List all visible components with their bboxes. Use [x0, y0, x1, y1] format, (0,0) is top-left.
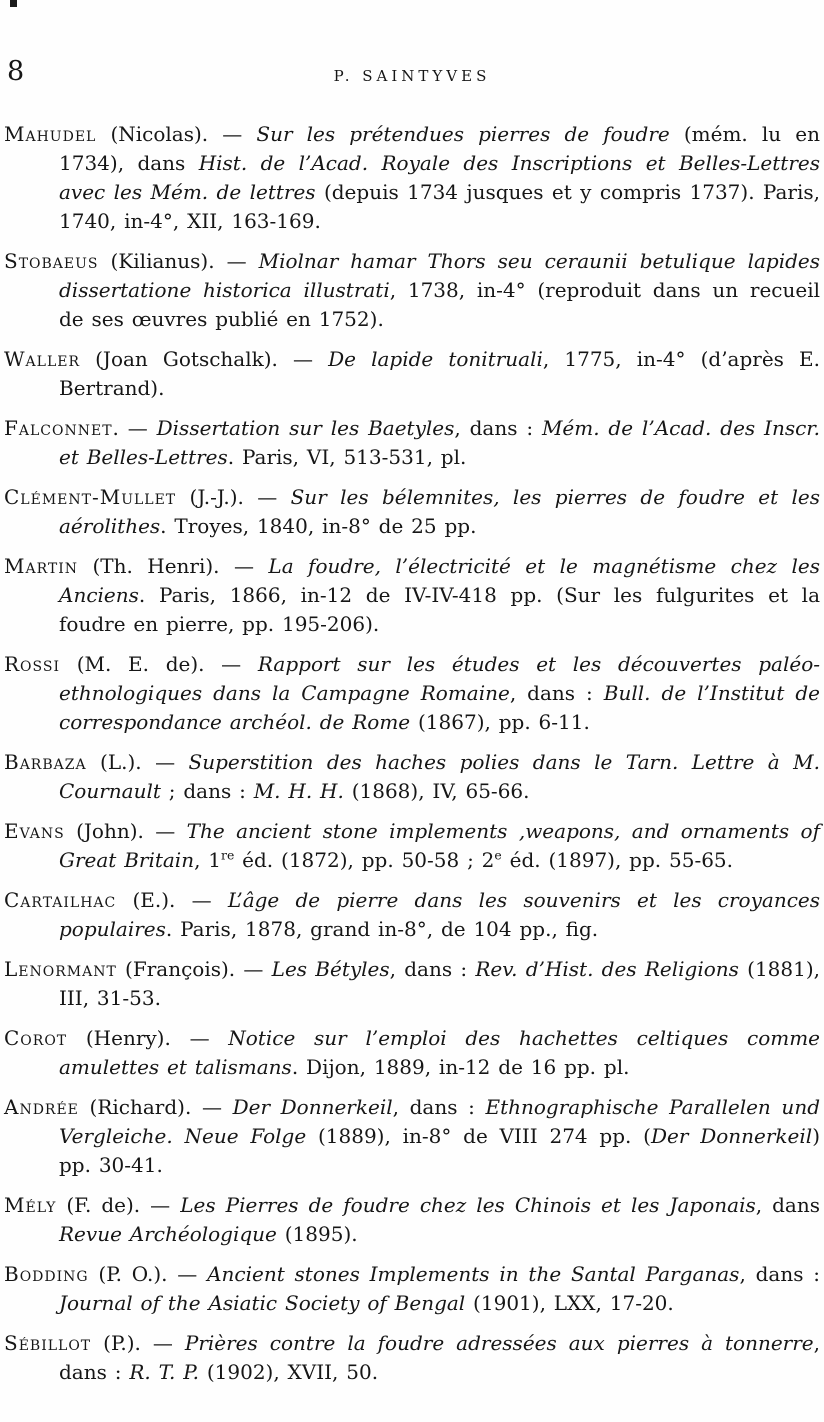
text-segment: (mém. lu en 1734), dans: [59, 122, 820, 175]
text-segment: (John). —: [64, 819, 187, 843]
bibliography-entry: [4, 1260, 820, 1318]
title-segment: Revue Archéologique: [59, 1222, 277, 1246]
title-segment: La foudre, l’électricité et le magnétisme chez les Anciens: [59, 554, 820, 607]
bibliography-entry: [4, 1024, 820, 1082]
title-segment: De lapide tonitruali: [328, 347, 543, 371]
author-name: Stobaeus: [4, 249, 99, 273]
running-title: P. SAINTYVES: [333, 67, 491, 85]
bibliography-entry: [4, 1329, 820, 1387]
text-segment: (Kilianus). —: [98, 249, 259, 273]
bibliography-entry: [4, 748, 820, 806]
text-segment: (M. E. de). —: [60, 652, 258, 676]
bibliography-entry: [4, 817, 820, 875]
title-segment: Rev. d’Hist. des Religions: [475, 957, 739, 981]
text-segment: , 1738, in-4° (reproduit dans un recueil de ses œuvres publié en 1752).: [59, 278, 821, 331]
text-segment: , 1: [194, 848, 222, 872]
text-segment: (1868), IV, 65-66.: [343, 779, 530, 803]
text-segment: , dans: [755, 1193, 820, 1217]
text-segment: , dans :: [454, 416, 542, 440]
bibliography-entry: [4, 414, 820, 472]
bibliography-entry: [4, 345, 820, 403]
text-segment: (F. de). —: [56, 1193, 181, 1217]
title-segment: Les Pierres de foudre chez les Chinois et les Japonais: [180, 1193, 756, 1217]
author-name: Waller: [4, 347, 81, 371]
text-segment: , dans :: [739, 1262, 820, 1286]
author-name: Barbaza: [4, 750, 87, 774]
page-number: 8: [7, 56, 25, 87]
author-name: Corot: [4, 1026, 68, 1050]
text-segment: , dans :: [59, 1331, 821, 1384]
text-segment: . —: [112, 416, 157, 440]
title-segment: Prières contre la foudre adressées aux pierres à tonnerre: [184, 1331, 814, 1355]
author-name: Martin: [4, 554, 79, 578]
text-segment: (P.). —: [91, 1331, 185, 1355]
title-segment: Dissertation sur les Baetyles: [156, 416, 455, 440]
text-segment: éd. (1897), pp. 55-65.: [501, 848, 734, 872]
text-segment: . Paris, 1866, in-12 de IV-IV-418 pp. (Sur les fulgurites et la foudre en pierre, pp. 195-206).: [59, 583, 820, 636]
title-segment: Miolnar hamar Thors seu ceraunii betulique lapides dissertatione historica illustrati: [59, 249, 820, 302]
text-segment: (L.). —: [86, 750, 189, 774]
author-name: Andrée: [4, 1095, 79, 1119]
title-segment: Superstition des haches polies dans le Tarn. Lettre à M. Cournault: [59, 750, 820, 803]
title-segment: Sur les prétendues pierres de foudre: [256, 122, 670, 146]
title-segment: Notice sur l’emploi des hachettes celtiques comme amulettes et talismans: [59, 1026, 820, 1079]
text-segment: (J.-J.). —: [176, 485, 291, 509]
title-segment: Ethnographische Parallelen und Vergleiche. Neue Folge: [59, 1095, 820, 1148]
bibliography-list: [0, 112, 824, 1387]
bibliography-entry: [4, 650, 820, 737]
title-segment: M. H. H.: [253, 779, 344, 803]
text-segment: (Joan Gotschalk). —: [80, 347, 329, 371]
text-segment: (1867), pp. 6-11.: [410, 710, 590, 734]
page-header: [0, 0, 824, 112]
text-segment: , 1775, in-4° (d’après E. Bertrand).: [59, 347, 820, 400]
bibliography-entry: [4, 1093, 820, 1180]
text-segment: , dans :: [389, 957, 476, 981]
superscript: e: [494, 847, 502, 863]
author-name: Falconnet: [4, 416, 113, 440]
text-segment: (E.). —: [116, 888, 228, 912]
author-name: Lenormant: [4, 957, 117, 981]
title-segment: Sur les bélemnites, les pierres de foudre et les aérolithes: [59, 485, 821, 538]
title-segment: R. T. P.: [129, 1360, 199, 1384]
title-segment: The ancient stone implements ,weapons, and ornaments of Great Britain: [59, 819, 820, 872]
author-name: Mahudel: [4, 122, 97, 146]
text-segment: (P. O.). —: [88, 1262, 208, 1286]
title-segment: Ancient stones Implements in the Santal Parganas: [207, 1262, 740, 1286]
title-segment: Der Donnerkeil: [232, 1095, 393, 1119]
title-segment: Les Bétyles: [271, 957, 390, 981]
bibliography-entry: [4, 247, 820, 334]
text-segment: ) pp. 30-41.: [59, 1124, 820, 1177]
author-name: Rossi: [4, 652, 61, 676]
text-segment: (François). —: [116, 957, 272, 981]
author-name: Sébillot: [4, 1331, 92, 1355]
bibliography-entry: [4, 955, 820, 1013]
bibliography-entry: [4, 483, 820, 541]
title-segment: L’âge de pierre dans les souvenirs et les croyances populaires: [59, 888, 821, 941]
title-segment: Mém. de l’Acad. des Inscr. et Belles-Lettres: [59, 416, 821, 469]
title-segment: Der Donnerkeil: [650, 1124, 813, 1148]
author-name: Mély: [4, 1193, 57, 1217]
bibliography-entry: [4, 1191, 820, 1249]
text-segment: (1881), III, 31-53.: [59, 957, 821, 1010]
bibliography-entry: [4, 552, 820, 639]
text-segment: (1895).: [276, 1222, 358, 1246]
text-segment: , dans :: [392, 1095, 486, 1119]
text-segment: (1901), LXX, 17-20.: [465, 1291, 674, 1315]
bibliography-entry: [4, 886, 820, 944]
text-segment: . Paris, VI, 513-531, pl.: [227, 445, 467, 469]
text-segment: . Troyes, 1840, in-8° de 25 pp.: [160, 514, 477, 538]
author-name: Clément-Mullet: [4, 485, 177, 509]
author-name: Evans: [4, 819, 65, 843]
text-segment: . Paris, 1878, grand in-8°, de 104 pp., fig.: [165, 917, 599, 941]
text-segment: (depuis 1734 jusques et y compris 1737). Paris, 1740, in-4°, XII, 163-169.: [59, 180, 820, 233]
author-name: Cartailhac: [4, 888, 117, 912]
text-segment: (Th. Henri). —: [78, 554, 269, 578]
title-segment: Bull. de l’Institut de correspondance archéol. de Rome: [59, 681, 820, 734]
text-segment: (1902), XVII, 50.: [198, 1360, 379, 1384]
text-segment: , dans :: [509, 681, 604, 705]
text-segment: (Nicolas). —: [96, 122, 257, 146]
superscript: re: [221, 847, 235, 863]
title-segment: Rapport sur les études et les découvertes paléo-ethnologiques dans la Campagne Romaine: [59, 652, 821, 705]
text-segment: (1889), in-8° de VIII 274 pp. (: [306, 1124, 651, 1148]
bibliography-entry: [4, 120, 820, 236]
author-name: Bodding: [4, 1262, 89, 1286]
text-segment: (Henry). —: [67, 1026, 229, 1050]
text-segment: éd. (1872), pp. 50-58 ; 2: [234, 848, 495, 872]
text-segment: . Dijon, 1889, in-12 de 16 pp. pl.: [291, 1055, 630, 1079]
text-segment: ; dans :: [160, 779, 254, 803]
title-segment: Journal of the Asiatic Society of Bengal: [59, 1291, 466, 1315]
title-segment: Hist. de l’Acad. Royale des Inscriptions et Belles-Lettres avec les Mém. de lettres: [59, 151, 820, 204]
text-segment: (Richard). —: [78, 1095, 233, 1119]
